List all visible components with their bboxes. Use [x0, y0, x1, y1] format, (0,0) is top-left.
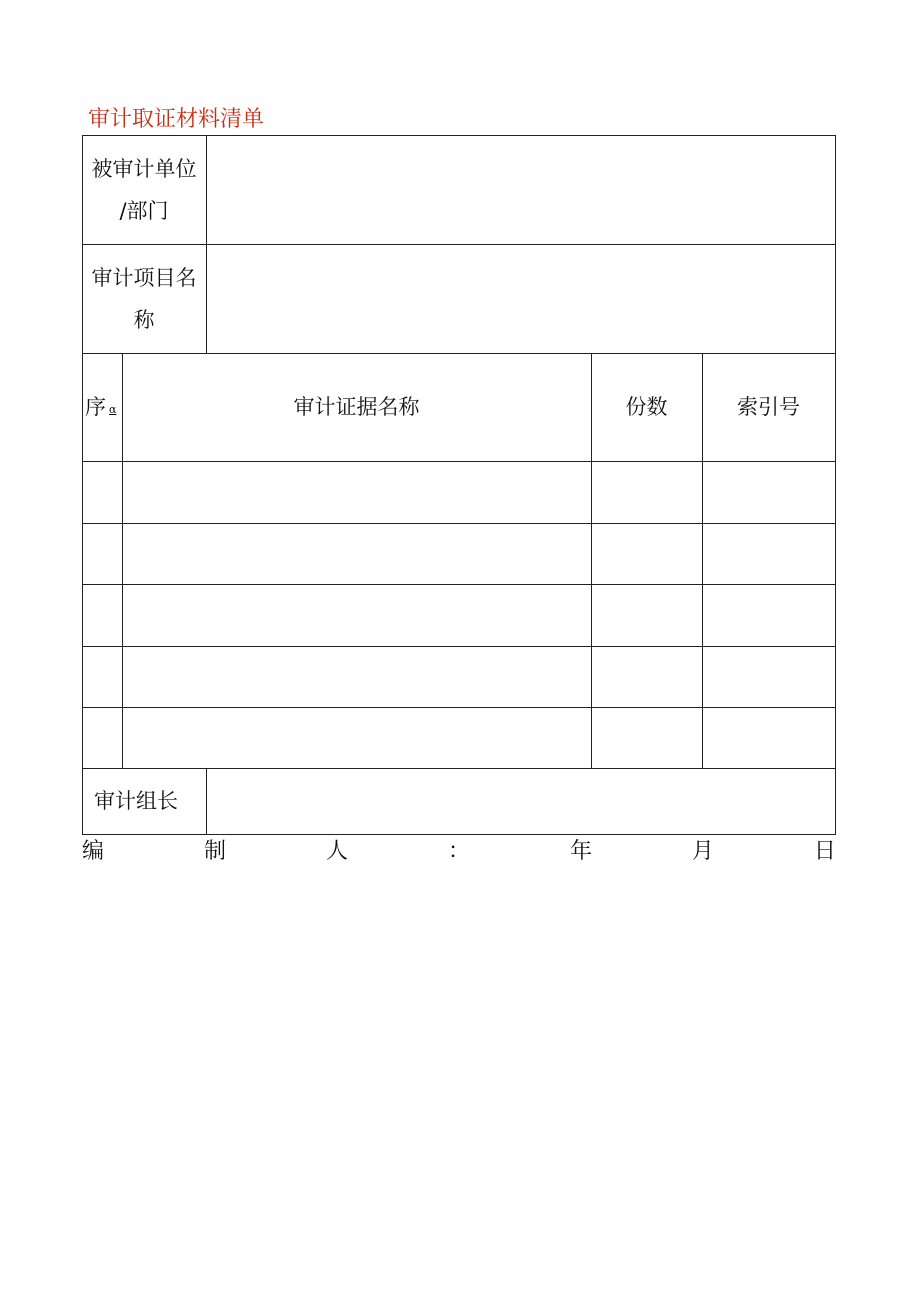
row-seq[interactable] — [82, 523, 122, 584]
document-title: 审计取证材料清单 — [88, 107, 265, 132]
preparer-date-line — [82, 834, 836, 870]
row-index-no[interactable] — [702, 523, 835, 584]
footer-char: ： — [447, 839, 470, 864]
team-leader-value[interactable] — [206, 768, 835, 834]
footer-char: 人 — [325, 839, 348, 864]
row-evidence-name[interactable] — [122, 523, 591, 584]
row-copies[interactable] — [591, 646, 702, 707]
row-seq[interactable] — [82, 707, 122, 768]
row-index-no[interactable] — [702, 646, 835, 707]
row-copies[interactable] — [591, 707, 702, 768]
table-border-right — [835, 135, 836, 834]
row-seq[interactable] — [82, 461, 122, 523]
row-evidence-name[interactable] — [122, 461, 591, 523]
audited-unit-label — [82, 135, 206, 244]
row-copies[interactable] — [591, 584, 702, 646]
audited-unit-value[interactable] — [206, 135, 835, 244]
header-copies: 份数 — [625, 395, 668, 419]
row-index-no[interactable] — [702, 461, 835, 523]
audit-project-value[interactable] — [206, 244, 835, 353]
audited-unit-label-line2: /部门 — [119, 198, 169, 223]
row-index-no[interactable] — [702, 707, 835, 768]
row-evidence-name[interactable] — [122, 707, 591, 768]
row-index-no[interactable] — [702, 584, 835, 646]
header-seq — [82, 353, 122, 461]
footer-char: 月 — [691, 839, 714, 864]
header-evidence-name: 审计证据名称 — [293, 395, 420, 419]
row-copies[interactable] — [591, 523, 702, 584]
row-copies[interactable] — [591, 461, 702, 523]
header-index-no: 索引号 — [737, 395, 800, 419]
audited-unit-label-line1: 被审计单位 — [91, 156, 197, 181]
row-evidence-name[interactable] — [122, 584, 591, 646]
audit-project-label — [82, 244, 206, 353]
footer-char: 日 — [813, 839, 836, 864]
row-evidence-name[interactable] — [122, 646, 591, 707]
audit-project-label-line1: 审计项目名 — [91, 265, 197, 290]
footer-char: 编 — [82, 839, 105, 864]
team-leader-label: 审计组长 — [94, 789, 178, 813]
row-seq[interactable] — [82, 584, 122, 646]
row-seq[interactable] — [82, 646, 122, 707]
footer-char: 制 — [203, 839, 226, 864]
header-seq-label: 序 — [85, 395, 106, 419]
audit-project-label-line2: 称 — [133, 307, 155, 332]
header-seq-suffix: α — [109, 403, 117, 416]
footer-char: 年 — [569, 839, 592, 864]
